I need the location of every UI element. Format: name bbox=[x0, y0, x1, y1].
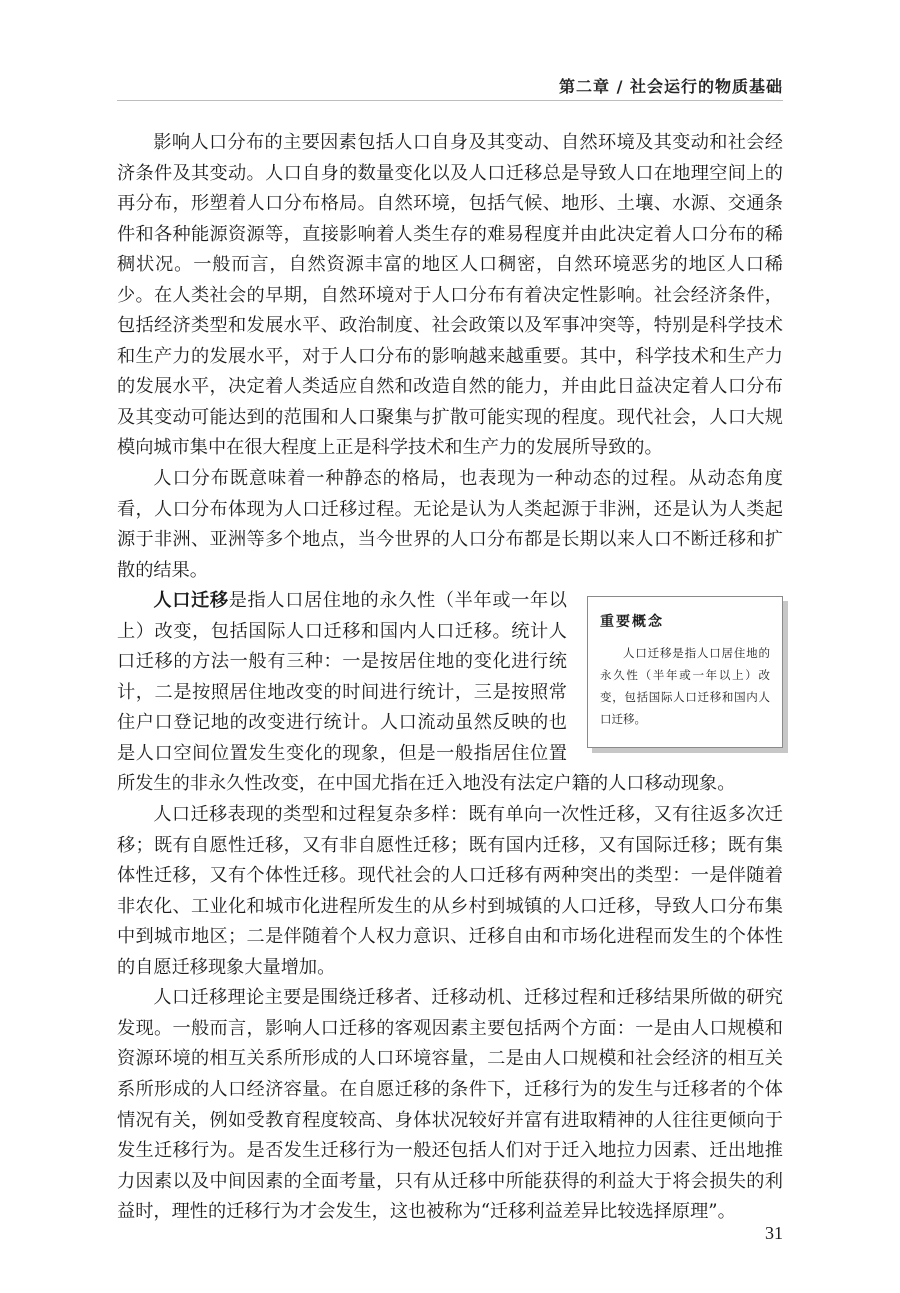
header-rule bbox=[117, 100, 783, 101]
paragraph-migration-definition bbox=[117, 586, 783, 800]
page-number: 31 bbox=[765, 1223, 783, 1243]
running-head: 第二章 / 社会运行的物质基础 bbox=[559, 77, 783, 96]
paragraph-migration-theory: 人口迁移理论主要是围绕迁移者、迁移动机、迁移过程和迁移结果所做的研究发现。一般而言，影响人口迁移的客观因素主要包括两个方面：一是由人口规模和资源环境的相互关系所形成的人口环境容量，二是由人口规模和社会经济的相互关系所形成的人口经济容量。在自愿迁移的条件下，迁移行为的发生与迁移者的个体情况有关，例如受教育程度较高、身体状况较好并富有进取精神的人往往更倾向于发生迁移行为。是否发生迁移行为一般还包括人们对于迁入地拉力因素、迁出地推力因素以及中间因素的全面考量，只有从迁移中所能获得的利益大于将会损失的利益时，理性的迁移行为才会发生，这也被称为“迁移利益差异比较选择原理”。 bbox=[117, 987, 783, 1223]
migration-definition-text: 是指人口居住地的永久性（半年或一年以上）改变，包括国际人口迁移和国内人口迁移。统计人口迁移的方法一般有三种：一是按居住地的变化进行统计，二是按照居住地改变的时间进行统计，三是按照常住户口登记地的改变进行统计。人口流动虽然反映的也是人口空间位置发生变化的现象，但是一般指居住位置所发生的非永久性改变，在中国尤指在迁入地没有法定户籍的人口移动现象。 bbox=[117, 590, 736, 795]
key-concept-text: 人口迁移是指人口居住地的永久性（半年或一年以上）改变，包括国际人口迁移和国内人口迁移。 bbox=[600, 645, 770, 726]
key-term: 人口迁移 bbox=[153, 590, 229, 612]
paragraph-distribution-process: 人口分布既意味着一种静态的格局，也表现为一种动态的过程。从动态角度看，人口分布体现为人口迁移过程。无论是认为人类起源于非洲，还是认为人类起源于非洲、亚洲等多个地点，当今世界的人口分布都是长期以来人口不断迁移和扩散的结果。 bbox=[117, 468, 783, 581]
key-concept-title: 重要概念 bbox=[600, 614, 664, 631]
paragraph-population-factors: 影响人口分布的主要因素包括人口自身及其变动、自然环境及其变动和社会经济条件及其变动。人口自身的数量变化以及人口迁移总是导致人口在地理空间上的再分布，形塑着人口分布格局。自然环境，包括气候、地形、土壤、水源、交通条件和各种能源资源等，直接影响着人类生存的难易程度并由此决定着人口分布的稀稠状况。一般而言，自然资源丰富的地区人口稠密，自然环境恶劣的地区人口稀少。在人类社会的早期，自然环境对于人口分布有着决定性影响。社会经济条件，包括经济类型和发展水平、政治制度、社会政策以及军事冲突等，特别是科学技术和生产力的发展水平，对于人口分布的影响越来越重要。其中，科学技术和生产力的发展水平，决定着人类适应自然和改造自然的能力，并由此日益决定着人口分布及其变动可能达到的范围和人口聚集与扩散可能实现的程度。现代社会，人口大规模向城市集中在很大程度上正是科学技术和生产力的发展所导致的。 bbox=[117, 132, 783, 459]
paragraph-migration-types: 人口迁移表现的类型和过程复杂多样：既有单向一次性迁移，又有往返多次迁移；既有自愿性迁移，又有非自愿性迁移；既有国内迁移，又有国际迁移；既有集体性迁移，又有个体性迁移。现代社会的人口迁移有两种突出的类型：一是伴随着非农化、工业化和城市化进程所发生的从乡村到城镇的人口迁移，导致人口分布集中到城市地区；二是伴随着个人权力意识、迁移自由和市场化进程而发生的个体性的自愿迁移现象大量增加。 bbox=[117, 804, 783, 978]
body-text bbox=[117, 128, 783, 1228]
key-concept-box bbox=[587, 596, 783, 748]
